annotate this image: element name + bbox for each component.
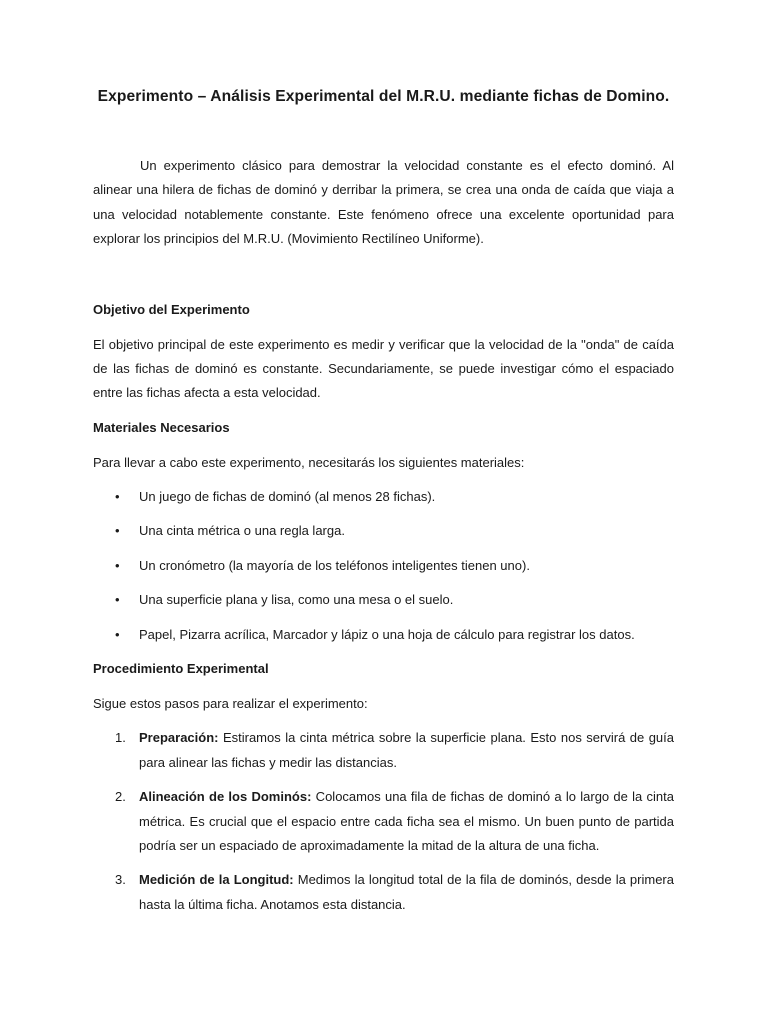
step-item bbox=[93, 785, 674, 858]
step-label: Preparación: bbox=[139, 730, 219, 746]
step-label: Medición de la Longitud: bbox=[139, 872, 294, 888]
procedure-steps bbox=[93, 726, 674, 917]
bullet-icon: • bbox=[115, 592, 120, 608]
list-item-text: Una cinta métrica o una regla larga. bbox=[139, 523, 345, 539]
objective-heading: Objetivo del Experimento bbox=[93, 301, 250, 317]
step-item bbox=[93, 726, 674, 775]
list-item bbox=[93, 519, 674, 543]
step-number: 2. bbox=[115, 789, 126, 805]
bullet-icon: • bbox=[115, 557, 120, 573]
step-item bbox=[93, 868, 674, 917]
list-item-text: Un juego de fichas de dominó (al menos 28 fichas). bbox=[139, 488, 436, 504]
list-item-text: Papel, Pizarra acrílica, Marcador y lápiz o una hoja de cálculo para registrar los datos. bbox=[139, 626, 635, 642]
procedure-lead: Sigue estos pasos para realizar el experimento: bbox=[93, 696, 368, 712]
list-item-text: Una superficie plana y lisa, como una mesa o el suelo. bbox=[139, 592, 454, 608]
bullet-icon: • bbox=[115, 488, 120, 504]
step-text: Estiramos la cinta métrica sobre la superficie plana. Esto nos servirá de guía para alinear las fichas y medir las distancias. bbox=[139, 730, 674, 770]
bullet-icon: • bbox=[115, 626, 120, 642]
list-item bbox=[93, 554, 674, 578]
materials-lead: Para llevar a cabo este experimento, necesitarás los siguientes materiales: bbox=[93, 454, 525, 470]
step-text: Medimos la longitud total de la fila de dominós, desde la primera hasta la última ficha. Anotamos esta distancia. bbox=[139, 872, 674, 912]
step-text: Colocamos una fila de fichas de dominó a lo largo de la cinta métrica. Es crucial que el espacio entre cada ficha sea el mismo. Un buen punto de partida podría ser un espaciado de aproximadamente la mitad de la altura de una ficha. bbox=[139, 789, 674, 853]
objective-paragraph: El objetivo principal de este experimento es medir y verificar que la velocidad de la "onda" de caída de las fichas de dominó es constante. Secundariamente, se puede investigar cómo el espaciado entre las fichas afecta a esta velocidad. bbox=[93, 336, 674, 401]
intro-paragraph: Un experimento clásico para demostrar la velocidad constante es el efecto dominó. Al alinear una hilera de fichas de dominó y derribar la primera, se crea una onda de caída que viaja a una velocidad notablemente constante. Este fenómeno ofrece una excelente oportunidad para explorar los principios del M.R.U. (Movimiento Rectilíneo Uniforme). bbox=[93, 158, 674, 247]
list-item bbox=[93, 623, 674, 647]
list-item bbox=[93, 588, 674, 612]
list-item-text: Un cronómetro (la mayoría de los teléfonos inteligentes tienen uno). bbox=[139, 557, 530, 573]
list-item bbox=[93, 485, 674, 509]
procedure-heading: Procedimiento Experimental bbox=[93, 661, 269, 677]
step-label: Alineación de los Dominós: bbox=[139, 789, 312, 805]
document-title: Experimento – Análisis Experimental del M.R.U. mediante fichas de Domino. bbox=[97, 88, 670, 105]
bullet-icon: • bbox=[115, 523, 120, 539]
step-number: 1. bbox=[115, 730, 126, 746]
materials-heading: Materiales Necesarios bbox=[93, 419, 230, 435]
materials-list bbox=[93, 485, 674, 647]
step-number: 3. bbox=[115, 872, 126, 888]
